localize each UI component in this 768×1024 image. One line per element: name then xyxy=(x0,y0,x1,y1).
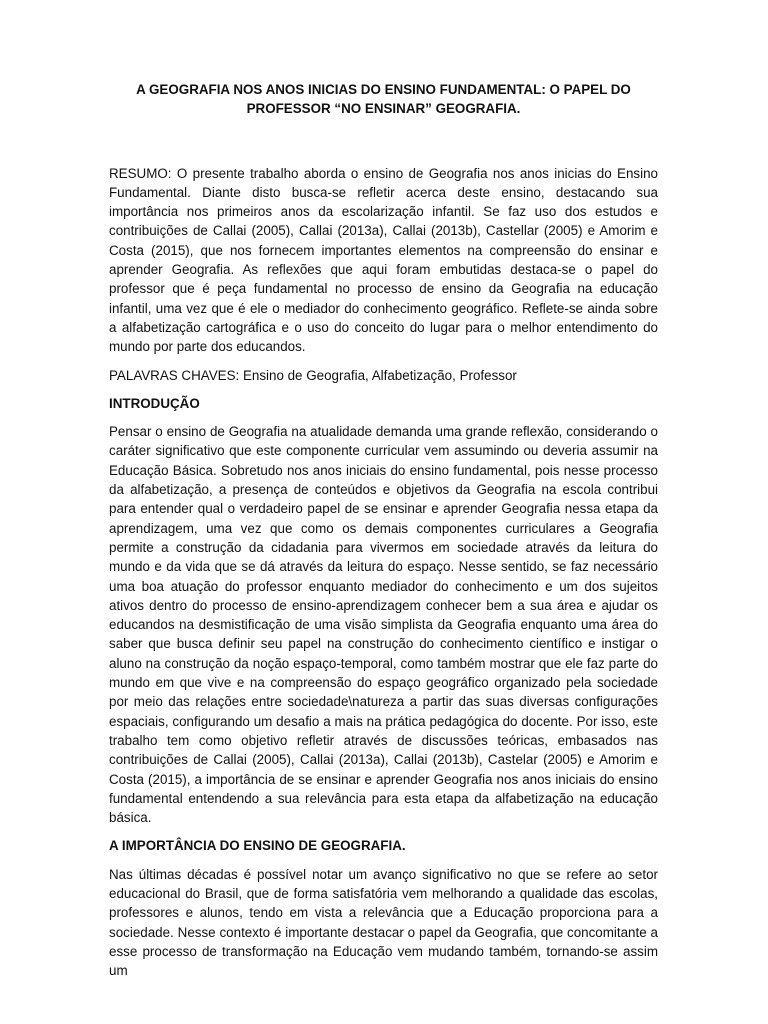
document-title: A GEOGRAFIA NOS ANOS INICIAS DO ENSINO FUNDAMENTAL: O PAPEL DO PROFESSOR “NO ENSINAR” GEOGRAFIA. xyxy=(136,82,631,117)
document-page xyxy=(109,80,658,980)
section-importance-paragraph: Nas últimas décadas é possível notar um avanço significativo no que se refere ao setor educacional do Brasil, que de forma satisfatória vem melhorando a qualidade das escolas, professores e alunos, tendo em vista a relevância que a Educação proporciona para a sociedade. Nesse contexto é importante destacar o papel da Geografia, que concomitante a esse processo de transformação na Educação vem mudando também, tornando-se assim um xyxy=(109,866,658,979)
keywords-line: PALAVRAS CHAVES: Ensino de Geografia, Alfabetização, Professor xyxy=(109,367,517,383)
abstract-paragraph: RESUMO: O presente trabalho aborda o ensino de Geografia nos anos inicias do Ensino Fundamental. Diante disto busca-se refletir acerca deste ensino, destacando sua importância nos primeiros anos da escolarização infantil. Se faz uso dos estudos e contribuições de Callai (2005), Callai (2013a), Callai (2013b), Castellar (2005) e Amorim e Costa (2015), que nos fornecem importantes elementos na compreensão do ensinar e aprender Geografia. As reflexões que aqui foram embutidas destaca-se o papel do professor que é peça fundamental no processo de ensino da Geografia na educação infantil, uma vez que é ele o mediador do conhecimento geográfico. Reflete-se ainda sobre a alfabetização cartográfica e o uso do conceito do lugar para o melhor entendimento do mundo por parte dos educandos. xyxy=(109,165,658,355)
introduction-paragraph: Pensar o ensino de Geografia na atualidade demanda uma grande reflexão, considerando o caráter significativo que este componente curricular vem assumindo ou deveria assumir na Educação Básica. Sobretudo nos anos iniciais do ensino fundamental, pois nesse processo da alfabetização, a presença de conteúdos e objetivos da Geografia na escola contribui para entender qual o verdadeiro papel de se ensinar e aprender Geografia nessa etapa da aprendizagem, uma vez que como os demais componentes curriculares a Geografia permite a construção da cidadania para vivermos em sociedade através da leitura do mundo e da vida que se dá através da leitura do espaço. Nesse sentido, se faz necessário uma boa atuação do professor enquanto mediador do conhecimento e um dos sujeitos ativos dentro do processo de ensino-aprendizagem conhecer bem a sua área e ajudar os educandos na desmistificação de uma visão simplista da Geografia enquanto uma área do saber que busca definir seu papel na construção do conhecimento científico e instigar o aluno na construção da noção espaço-temporal, como também mostrar que ele faz parte do mundo em que vive e na compreensão do espaço geográfico organizado pela sociedade por meio das relações entre sociedade\natureza a partir das suas diversas configurações espaciais, configurando um desafio a mais na prática pedagógica do docente. Por isso, este trabalho tem como objetivo refletir através de discussões teóricas, embasados nas contribuições de Callai (2005), Callai (2013a), Callai (2013b), Castelar (2005) e Amorim e Costa (2015), a importância de se ensinar e aprender Geografia nos anos iniciais do ensino fundamental entendendo a sua relevância para esta etapa da alfabetização na educação básica. xyxy=(109,424,658,826)
section-importance-heading: A IMPORTÂNCIA DO ENSINO DE GEOGRAFIA. xyxy=(109,838,406,854)
introduction-heading: INTRODUÇÃO xyxy=(109,395,200,411)
